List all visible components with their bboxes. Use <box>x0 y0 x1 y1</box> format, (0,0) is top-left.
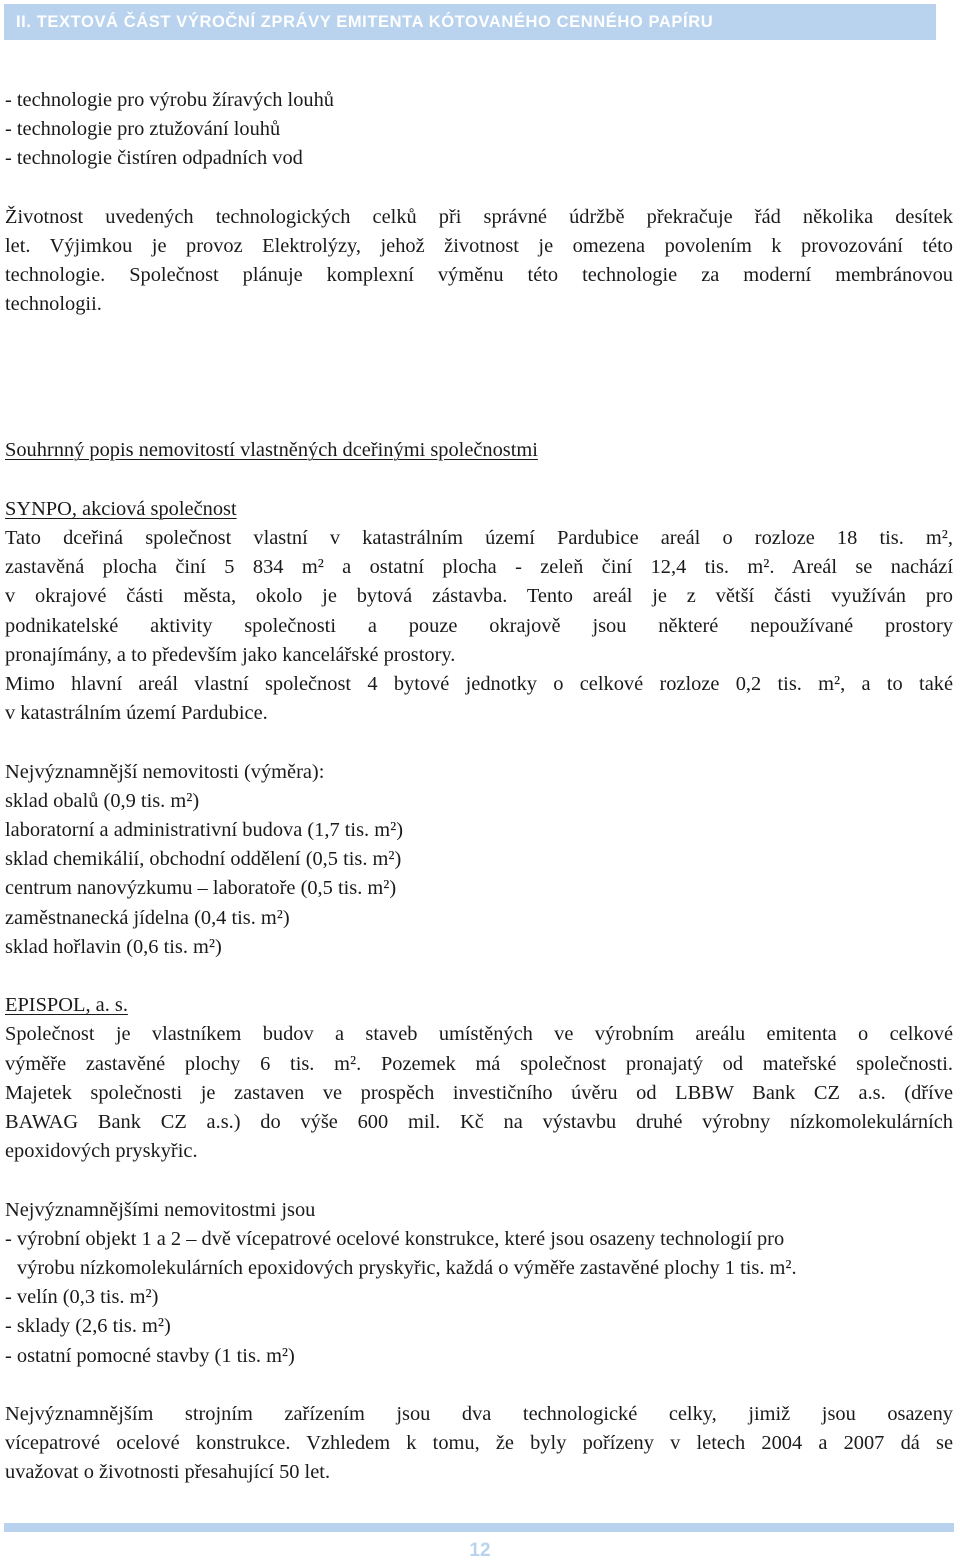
paragraph-line: v katastrálním území Pardubice. <box>5 702 268 725</box>
list-item-continuation: výrobu nízkomolekulárních epoxidových pryskyřic, každá o výměře zastavěné plochy 1 tis. m². <box>17 1256 797 1279</box>
list-item: - sklady (2,6 tis. m²) <box>5 1315 171 1338</box>
paragraph-line: uvažovat o životnosti přesahující 50 let. <box>5 1461 331 1484</box>
header-bar <box>4 4 936 40</box>
bullet-item: - technologie pro ztužování louhů <box>5 118 281 141</box>
paragraph-line: pronajímány, a to především jako kancelářské prostory. <box>5 643 456 666</box>
paragraph-line: technologie. Společnost plánuje komplexní výměnu této technologie za moderní membránovou <box>5 264 953 287</box>
document-body <box>5 86 953 1488</box>
list-heading: Nejvýznamnější nemovitosti (výměra): <box>5 760 325 783</box>
list-item: centrum nanovýzkumu – laboratoře (0,5 tis. m²) <box>5 877 397 900</box>
header-title: II. TEXTOVÁ ČÁST VÝROČNÍ ZPRÁVY EMITENTA KÓTOVANÉHO CENNÉHO PAPÍRU <box>16 12 714 31</box>
subsection-heading: SYNPO, akciová společnost <box>5 497 237 520</box>
paragraph-line: Společnost je vlastníkem budov a staveb umístěných ve výrobním areálu emitenta o celkové <box>5 1023 953 1046</box>
paragraph-line: Nejvýznamnějším strojním zařízením jsou dva technologické celky, jimiž jsou osazeny <box>5 1402 953 1425</box>
list-heading: Nejvýznamnějšími nemovitostmi jsou <box>5 1198 316 1221</box>
list-item: - velín (0,3 tis. m²) <box>5 1286 159 1309</box>
list-item: zaměstnanecká jídelna (0,4 tis. m²) <box>5 906 290 929</box>
paragraph-line: Tato dceřiná společnost vlastní v katastrálním území Pardubice areál o rozloze 18 tis. m², <box>5 526 953 549</box>
paragraph-line: Životnost uvedených technologických celků při správné údržbě překračuje řád několika desítek <box>5 205 953 228</box>
list-item: laboratorní a administrativní budova (1,7 tis. m²) <box>5 818 403 841</box>
bullet-item: - technologie čistíren odpadních vod <box>5 147 303 170</box>
list-item: sklad obalů (0,9 tis. m²) <box>5 789 200 812</box>
bullet-item: - technologie pro výrobu žíravých louhů <box>5 89 334 111</box>
paragraph-line: výměře zastavěné plochy 6 tis. m². Pozemek má společnost pronajatý od mateřské společnosti. <box>5 1052 953 1075</box>
paragraph-line: zastavěná plocha činí 5 834 m² a ostatní plocha - zeleň činí 12,4 tis. m². Areál se nachází <box>5 556 953 579</box>
footer-bar <box>4 1523 954 1532</box>
list-item: - ostatní pomocné stavby (1 tis. m²) <box>5 1344 295 1367</box>
subsection-heading: EPISPOL, a. s. <box>5 994 128 1017</box>
paragraph-line: technologii. <box>5 293 102 316</box>
paragraph-line: v okrajové části města, okolo je bytová zástavba. Tento areál je z větší části využíván pro <box>5 585 953 608</box>
paragraph-line: Mimo hlavní areál vlastní společnost 4 bytové jednotky o celkové rozloze 0,2 tis. m², a to také <box>5 672 953 695</box>
paragraph-line: BAWAG Bank CZ a.s.) do výše 600 mil. Kč na výstavbu druhé výrobny nízkomolekulárních <box>5 1110 953 1133</box>
list-item: - výrobní objekt 1 a 2 – dvě vícepatrové ocelové konstrukce, které jsou osazeny technologií pro <box>5 1227 785 1250</box>
paragraph-line: vícepatrové ocelové konstrukce. Vzhledem k tomu, že byly pořízeny v letech 2004 a 2007 dá se <box>5 1432 953 1455</box>
list-item: sklad hořlavin (0,6 tis. m²) <box>5 935 222 958</box>
page-number: 12 <box>469 1540 491 1561</box>
list-item: sklad chemikálií, obchodní oddělení (0,5 tis. m²) <box>5 848 402 871</box>
paragraph-line: Majetek společnosti je zastaven ve prospěch investičního úvěru od LBBW Bank CZ a.s. (dříve <box>5 1081 953 1104</box>
section-heading: Souhrnný popis nemovitostí vlastněných dceřinými společnostmi <box>5 439 538 462</box>
paragraph-line: epoxidových pryskyřic. <box>5 1140 198 1163</box>
paragraph-line: let. Výjimkou je provoz Elektrolýzy, jehož životnost je omezena povolením k provozování této <box>5 235 953 257</box>
paragraph-line: podnikatelské aktivity společnosti a pouze okrajově jsou některé nepoužívané prostory <box>5 614 953 637</box>
